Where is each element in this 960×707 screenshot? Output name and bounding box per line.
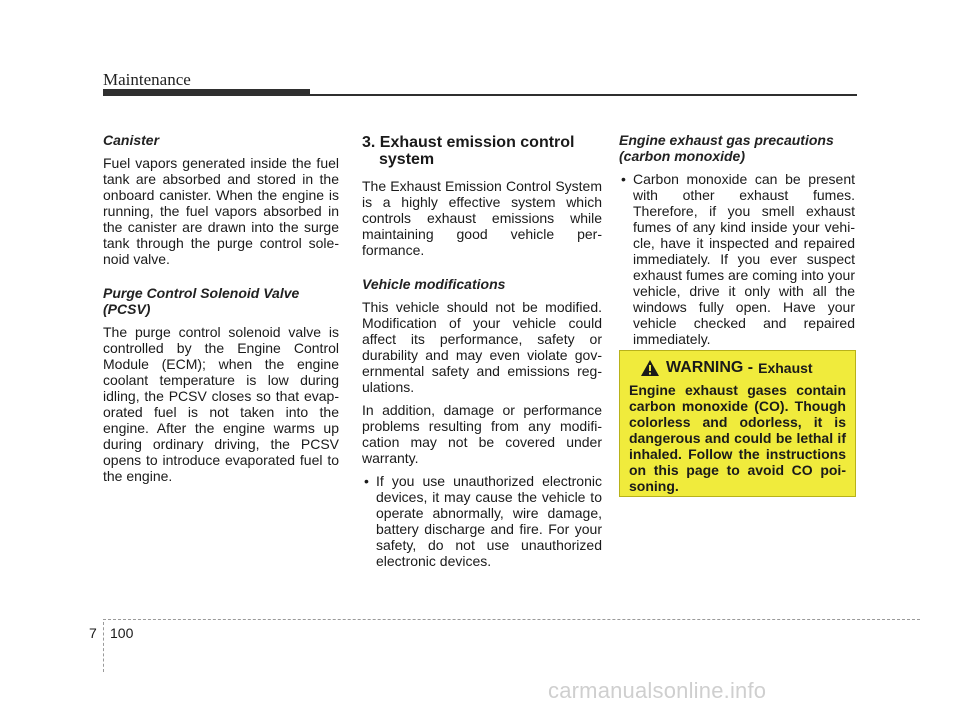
- precautions-list: [619, 171, 855, 347]
- list-item: • Carbon monoxide can be present with other exhaust fumes. Therefore, if you smell exhaust fumes of any kind inside your vehi- cle, have it inspected and repaired immediately. If you ever suspect exhaust fumes are coming into your vehicle, drive it only with all the windows fully open. Have your vehicle checked and repaired immediately.: [619, 171, 855, 347]
- footer-vertical-rule: [103, 622, 104, 672]
- precautions-heading: [619, 132, 855, 164]
- pcsv-heading-line1: Purge Control Solenoid Valve: [103, 285, 300, 301]
- pcsv-heading: [103, 285, 339, 317]
- pcsv-heading-line2: (PCSV): [103, 301, 151, 317]
- modifications-heading: Vehicle modifications: [362, 276, 506, 292]
- pcsv-text: The purge control solenoid valve is controlled by the Engine Control Module (ECM); when the engine coolant temperature is low during idling, the PCSV closes so that evap- orated fuel is not taken into the engine. After the engine warms up during ordinary driving, the PCSV opens to introduce evaporated fuel to the engine.: [103, 324, 339, 484]
- canister-text: Fuel vapors generated inside the fuel tank are absorbed and stored in the onboard canister. When the engine is running, the fuel vapors absorbed in the canister are drawn into the surge tank through the purge control sole- noid valve.: [103, 155, 339, 267]
- exhaust-intro-text: The Exhaust Emission Control System is a highly effective system which controls exhaust emissions while maintaining good vehicle per- formance.: [362, 178, 602, 258]
- modifications-text-1: This vehicle should not be modified. Modification of your vehicle could affect its performance, safety or durability and may even violate gov- ernmental safety and emissions reg- ulations.: [362, 299, 602, 395]
- warning-triangle-icon: [640, 359, 660, 377]
- exhaust-section-title: 3. Exhaust emission control system: [362, 134, 575, 168]
- warning-header: [640, 359, 846, 377]
- warning-subject: Exhaust: [758, 360, 813, 376]
- list-item: • If you use unauthorized electronic devices, it may cause the vehicle to operate abnormally, wire damage, battery discharge and fire. For your safety, do not use unauthorized electronic devices.: [362, 473, 602, 569]
- column-2: [362, 132, 602, 569]
- warning-label: WARNING -: [666, 359, 754, 376]
- modifications-text-2: In addition, damage or performance problems resulting from any modifi- cation may not be covered under warranty.: [362, 402, 602, 466]
- precautions-heading-line2: (carbon monoxide): [619, 148, 746, 164]
- watermark: carmanualsonline.info: [548, 678, 767, 703]
- canister-heading: Canister: [103, 132, 160, 148]
- footer-rule: [103, 619, 920, 620]
- header-thin-rule: [103, 94, 857, 96]
- column-3: [619, 132, 855, 347]
- modifications-list: [362, 473, 602, 569]
- column-1: [103, 132, 339, 491]
- warning-box: [619, 350, 856, 497]
- page-number: 100: [110, 625, 134, 641]
- warning-text: Engine exhaust gases contain carbon monoxide (CO). Though colorless and odorless, it is dangerous and could be lethal if inhaled. Follow the instructions on this page to avoid CO poi- soning.: [629, 382, 846, 494]
- chapter-number: 7: [89, 625, 97, 641]
- precautions-heading-line1: Engine exhaust gas precautions: [619, 132, 834, 148]
- page-section-title: Maintenance: [103, 70, 191, 89]
